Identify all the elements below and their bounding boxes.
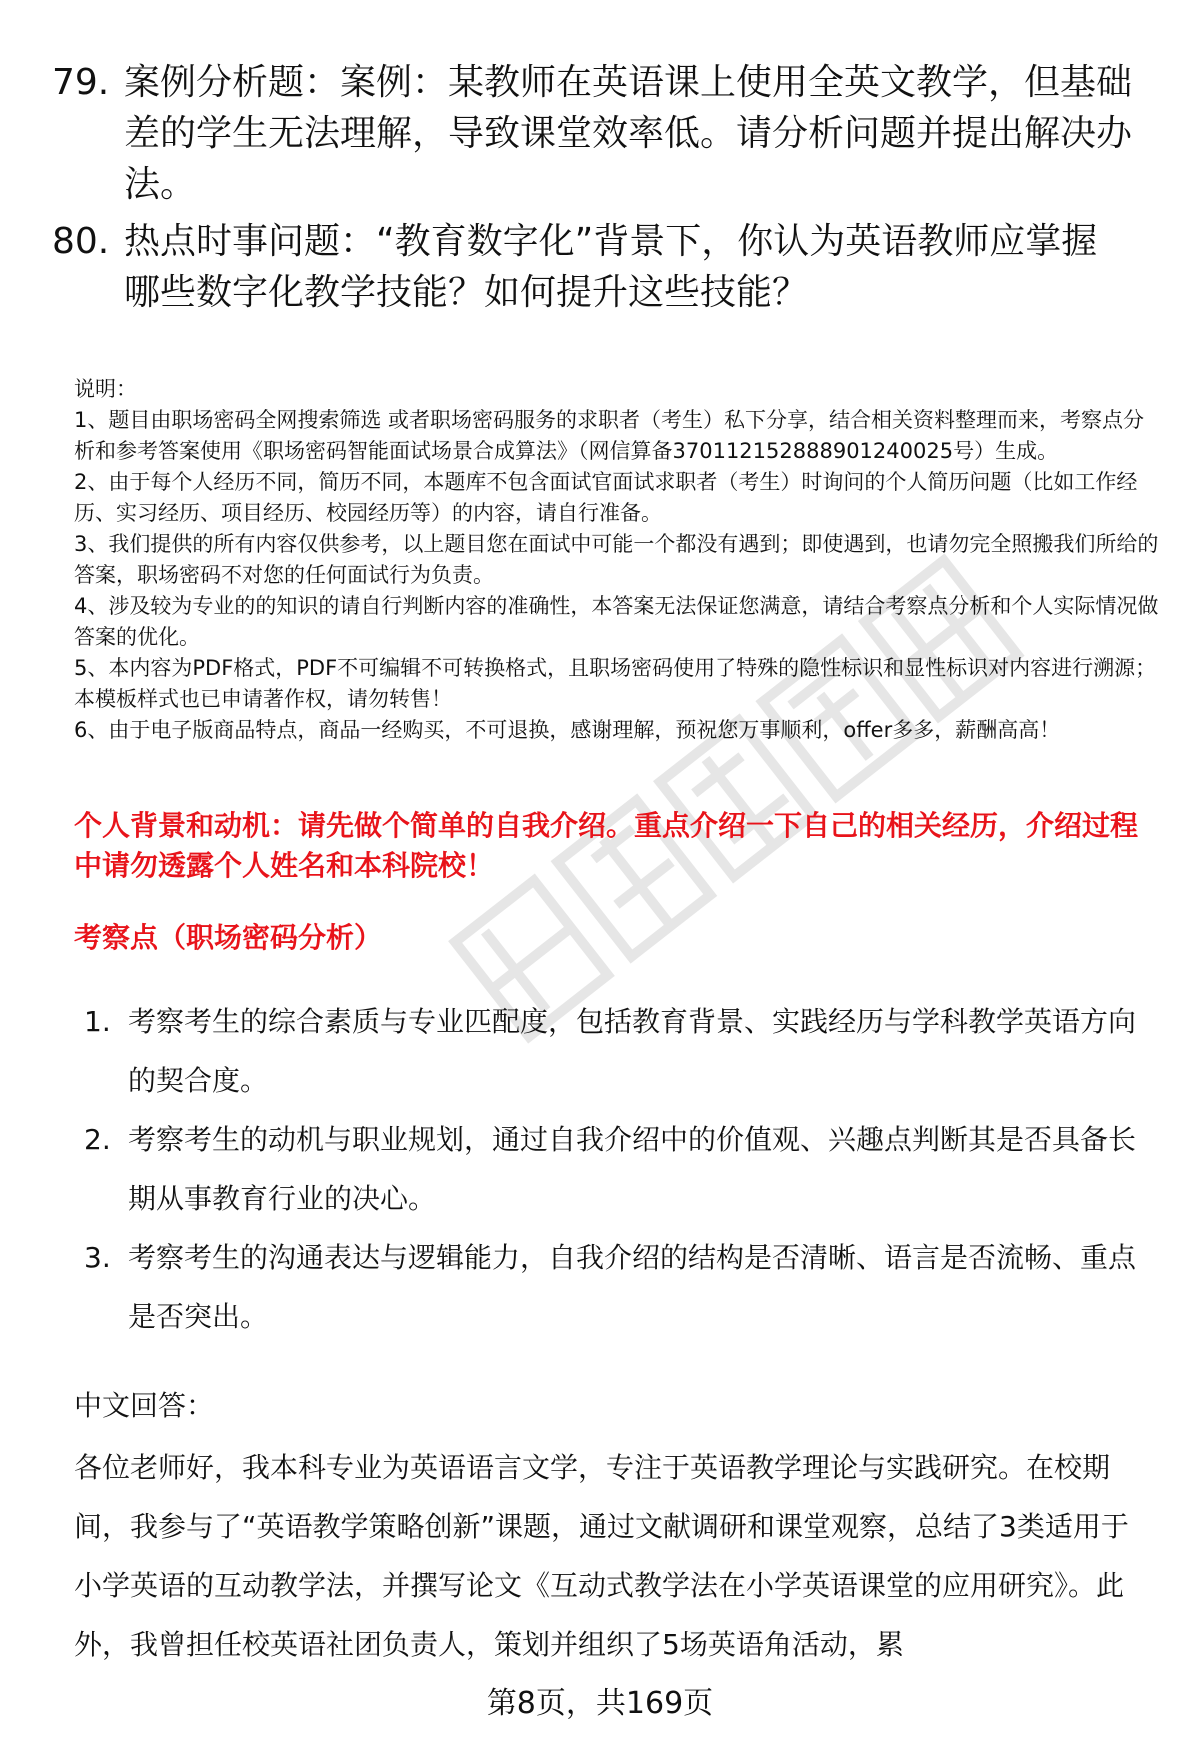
answer-text: 各位老师好，我本科专业为英语语言文学，专注于英语教学理论与实践研究。在校期间，我参与了“英语教学策略创新”课题，通过文献调研和课堂观察，总结了3类适用于小学英语的互动教学法，并撰写论文《互动式教学法在小学英语课堂的应用研究》。此外，我曾担任校英语社团负责人，策划并组织了5场英语角活动，累: [74, 1451, 1129, 1661]
analysis-point: [84, 992, 1154, 1110]
note-item: 6、由于电子版商品特点，商品一经购买，不可退换，感谢理解，预祝您万事顺利，offer多多，薪酬高高！: [74, 718, 1061, 742]
point-number: 3.: [84, 1241, 111, 1274]
notes-title: 说明：: [74, 377, 137, 401]
note-item: 4、涉及较为专业的的知识的请自行判断内容的准确性，本答案无法保证您满意，请结合考察点分析和个人实际情况做答案的优化。: [74, 594, 1159, 649]
point-number: 1.: [84, 1005, 111, 1038]
analysis-heading: 考察点（职场密码分析）: [74, 921, 383, 954]
question-number: 80.: [52, 221, 110, 262]
question-number: 79.: [52, 62, 110, 103]
point-text: 考察考生的动机与职业规划，通过自我介绍中的价值观、兴趣点判断其是否具备长期从事教育行业的决心。: [128, 1123, 1137, 1215]
page-footer: 第8页，共169页: [486, 1686, 714, 1721]
note-item: 3、我们提供的所有内容仅供参考，以上题目您在面试中可能一个都没有遇到；即使遇到，也请勿完全照搬我们所给的答案，职场密码不对您的任何面试行为负责。: [74, 532, 1159, 587]
point-text: 考察考生的综合素质与专业匹配度，包括教育背景、实践经历与学科教学英语方向的契合度。: [128, 1005, 1137, 1097]
question-79: [52, 57, 1132, 210]
analysis-point: [84, 1110, 1154, 1228]
section-heading: 个人背景和动机：请先做个简单的自我介绍。重点介绍一下自己的相关经历，介绍过程中请勿透露个人姓名和本科院校！: [74, 809, 1139, 882]
note-item: 2、由于每个人经历不同，简历不同，本题库不包含面试官面试求职者（考生）时询问的个人简历问题（比如工作经历、实习经历、项目经历、校园经历等）的内容，请自行准备。: [74, 470, 1138, 525]
question-text: 案例分析题：案例：某教师在英语课上使用全英文教学，但基础差的学生无法理解，导致课堂效率低。请分析问题并提出解决办法。: [124, 62, 1133, 205]
note-item: 1、题目由职场密码全网搜索筛选 或者职场密码服务的求职者（考生）私下分享，结合相关资料整理而来，考察点分析和参考答案使用《职场密码智能面试场景合成算法》（网信算备370112152888901240025号）生成。: [74, 408, 1145, 463]
point-text: 考察考生的沟通表达与逻辑能力，自我介绍的结构是否清晰、语言是否流畅、重点是否突出。: [128, 1241, 1137, 1333]
note-item: 5、本内容为PDF格式，PDF不可编辑不可转换格式，且职场密码使用了特殊的隐性标识和显性标识对内容进行溯源；本模板样式也已申请著作权，请勿转售！: [74, 656, 1157, 711]
analysis-points: [84, 992, 1154, 1346]
point-number: 2.: [84, 1123, 111, 1156]
notes-section: [74, 374, 1164, 746]
question-80: [52, 216, 1132, 318]
question-text: 热点时事问题：“教育数字化”背景下，你认为英语教师应掌握哪些数字化教学技能？如何提升这些技能？: [124, 221, 1098, 313]
answer-label: 中文回答：: [74, 1389, 215, 1422]
analysis-point: [84, 1228, 1154, 1346]
